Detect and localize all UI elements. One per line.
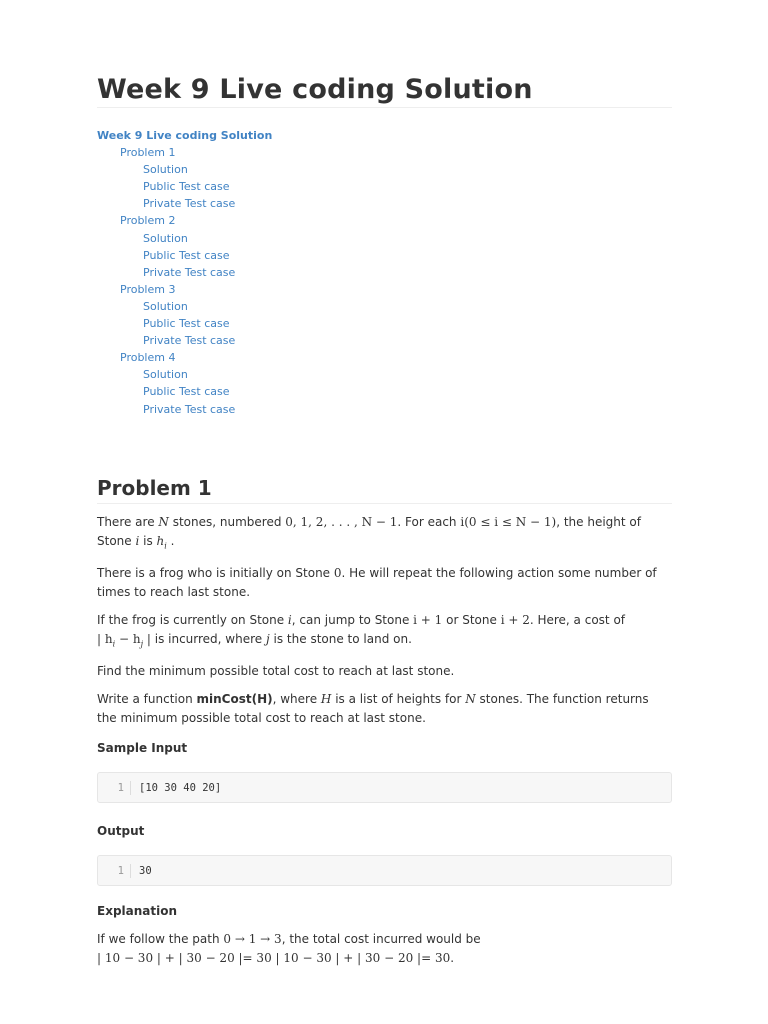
explanation-paragraph <box>97 930 672 968</box>
math-N: N <box>465 692 476 707</box>
toc-link-problem-3[interactable]: Problem 3 <box>120 282 176 296</box>
math-i: i <box>287 612 292 627</box>
text: is a list of heights for <box>331 692 466 707</box>
text: stones. The function returns the minimum possible total cost to reach at last stone. <box>97 692 649 726</box>
math-N: N <box>158 514 169 529</box>
text: . Here, a cost of <box>529 612 626 627</box>
toc-link-public-test-case[interactable]: Public Test case <box>143 385 230 399</box>
math-h: h <box>156 533 165 548</box>
math-subscript: i <box>164 540 167 550</box>
toc-link-public-test-case[interactable]: Public Test case <box>143 317 230 331</box>
math-zero: 0 <box>333 565 342 580</box>
toc-link-public-test-case[interactable]: Public Test case <box>143 248 230 262</box>
text: If the frog is currently on Stone <box>97 612 288 627</box>
text: or Stone <box>442 612 501 627</box>
problem-1-paragraph-find: Find the minimum possible total cost to reach at last stone. <box>97 664 455 679</box>
text: . For each <box>397 514 461 529</box>
toc-link-solution[interactable]: Solution <box>143 231 188 245</box>
math-cost: | <box>143 631 151 646</box>
page-title: Week 9 Live coding Solution <box>97 0 672 108</box>
problem-1-heading: Problem 1 <box>97 476 672 504</box>
math-H: H <box>320 692 332 707</box>
text: , where <box>272 692 321 707</box>
toc-link-problem-2[interactable]: Problem 2 <box>120 214 176 228</box>
math-i: i <box>135 533 140 548</box>
math-subscript: j <box>140 639 144 649</box>
math-formula: | 10 − 30 | + | 30 − 20 |= 30 | 10 − 30 | + | 30 − 20 |= 30 <box>97 951 451 966</box>
text: There are <box>97 514 159 529</box>
math-j: j <box>265 631 270 646</box>
sample-input-label: Sample Input <box>97 741 188 756</box>
math-cost: | h <box>97 631 113 646</box>
math-condition: i(0 ≤ i ≤ N − 1) <box>460 514 557 529</box>
toc-link-solution[interactable]: Solution <box>143 163 188 177</box>
toc-link-week-9-live-coding-solution[interactable]: Week 9 Live coding Solution <box>97 129 273 142</box>
code-text: [10 30 40 20] <box>139 781 222 794</box>
problem-1-paragraph-frog <box>97 564 672 602</box>
problem-1-paragraph-jump <box>97 611 672 653</box>
text: If we follow the path <box>97 932 224 947</box>
line-number: 1 <box>98 864 131 878</box>
sample-input-code-block[interactable] <box>97 772 672 803</box>
line-number: 1 <box>98 781 131 795</box>
function-name: minCost(H) <box>196 692 273 707</box>
toc-link-private-test-case[interactable]: Private Test case <box>143 197 236 211</box>
math-subscript: i <box>112 639 116 649</box>
problem-1-paragraph-function <box>97 690 672 728</box>
math-path: 0 → 1 → 3 <box>223 932 282 947</box>
code-text: 30 <box>139 864 152 877</box>
toc-link-private-test-case[interactable]: Private Test case <box>143 334 236 348</box>
text: , the height of Stone <box>97 514 641 548</box>
text: . He will repeat the following action some number of times to reach last stone. <box>97 565 657 599</box>
explanation-label: Explanation <box>97 904 178 919</box>
math-i-plus-2: i + 2 <box>500 612 530 627</box>
text: , can jump to Stone <box>291 612 414 627</box>
toc-link-solution[interactable]: Solution <box>143 299 188 313</box>
math-cost: − h <box>115 631 141 646</box>
text: stones, numbered <box>168 514 286 529</box>
problem-1-paragraph-stones <box>97 513 672 555</box>
text: . <box>450 951 455 966</box>
toc-link-problem-1[interactable]: Problem 1 <box>120 146 176 160</box>
table-of-contents <box>97 127 672 418</box>
output-code-block[interactable] <box>97 855 672 886</box>
math-i-plus-1: i + 1 <box>413 612 443 627</box>
toc-link-public-test-case[interactable]: Public Test case <box>143 180 230 194</box>
text: . <box>166 533 175 548</box>
text: is <box>139 533 157 548</box>
math-sequence: 0, 1, 2, . . . , N − 1 <box>285 514 398 529</box>
output-label: Output <box>97 824 145 839</box>
toc-link-problem-4[interactable]: Problem 4 <box>120 351 176 365</box>
text: Write a function <box>97 692 197 707</box>
toc-link-solution[interactable]: Solution <box>143 368 188 382</box>
text: , the total cost incurred would be <box>281 932 481 947</box>
text: is incurred, where <box>150 631 266 646</box>
text: is the stone to land on. <box>269 631 412 646</box>
toc-link-private-test-case[interactable]: Private Test case <box>143 265 236 279</box>
text: There is a frog who is initially on Stone <box>97 565 334 580</box>
toc-link-private-test-case[interactable]: Private Test case <box>143 402 236 416</box>
